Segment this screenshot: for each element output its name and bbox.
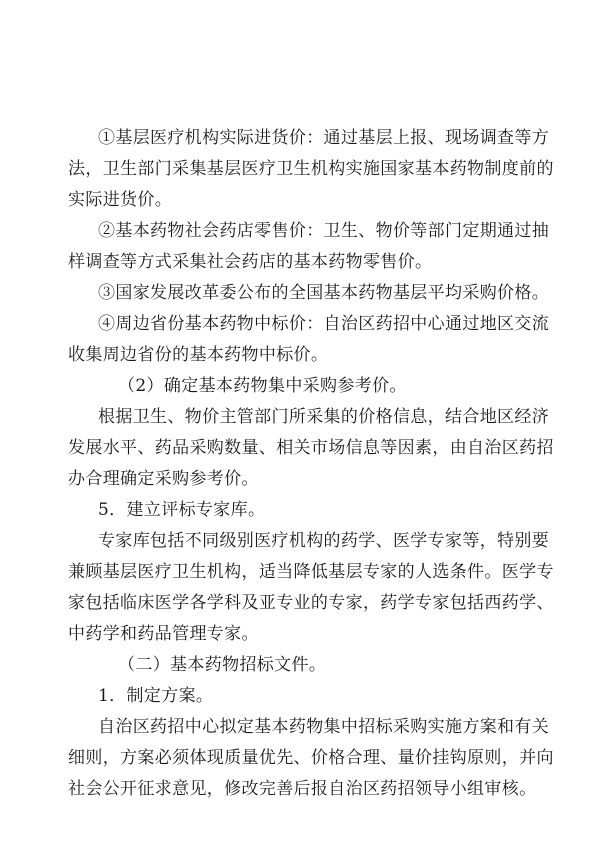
text-line: ①基层医疗机构实际进货价：通过基层上报、现场调查等方 bbox=[98, 128, 550, 148]
text-line: 中药学和药品管理专家。 bbox=[68, 624, 259, 644]
text-line: ③国家发展改革委公布的全国基本药物基层平均采购价格。 bbox=[98, 283, 550, 303]
text-line: 样调查等方式采集社会药店的基本药物零售价。 bbox=[68, 252, 433, 272]
subheading: 5．建立评标专家库。 bbox=[98, 500, 266, 520]
subheading: 1．制定方案。 bbox=[98, 686, 214, 706]
text-line: 法，卫生部门采集基层医疗卫生机构实施国家基本药物制度前的 bbox=[68, 159, 554, 179]
text-line: 办合理确定采购参考价。 bbox=[68, 469, 259, 489]
text-line: 兼顾基层医疗卫生机构，适当降低基层专家的人选条件。医学专 bbox=[68, 562, 554, 582]
text-line: 自治区药招中心拟定基本药物集中招标采购实施方案和有关 bbox=[98, 717, 550, 737]
text-line: ②基本药物社会药店零售价：卫生、物价等部门定期通过抽 bbox=[98, 221, 550, 241]
subheading: （二）基本药物招标文件。 bbox=[118, 655, 327, 675]
text-line: 根据卫生、物价主管部门所采集的价格信息，结合地区经济 bbox=[98, 407, 550, 427]
text-line: 实际进货价。 bbox=[68, 190, 173, 210]
text-line: 社会公开征求意见，修改完善后报自治区药招领导小组审核。 bbox=[68, 779, 537, 799]
subheading: （2）确定基本药物集中采购参考价。 bbox=[118, 376, 407, 396]
text-line: 细则，方案必须体现质量优先、价格合理、量价挂钩原则，并向 bbox=[68, 748, 554, 768]
text-line: 收集周边省份的基本药物中标价。 bbox=[68, 345, 329, 365]
text-line: 家包括临床医学各学科及亚专业的专家，药学专家包括西药学、 bbox=[68, 593, 554, 613]
text-line: 发展水平、药品采购数量、相关市场信息等因素，由自治区药招 bbox=[68, 438, 554, 458]
text-line: ④周边省份基本药物中标价：自治区药招中心通过地区交流 bbox=[98, 314, 550, 334]
text-line: 专家库包括不同级别医疗机构的药学、医学专家等，特别要 bbox=[98, 531, 550, 551]
